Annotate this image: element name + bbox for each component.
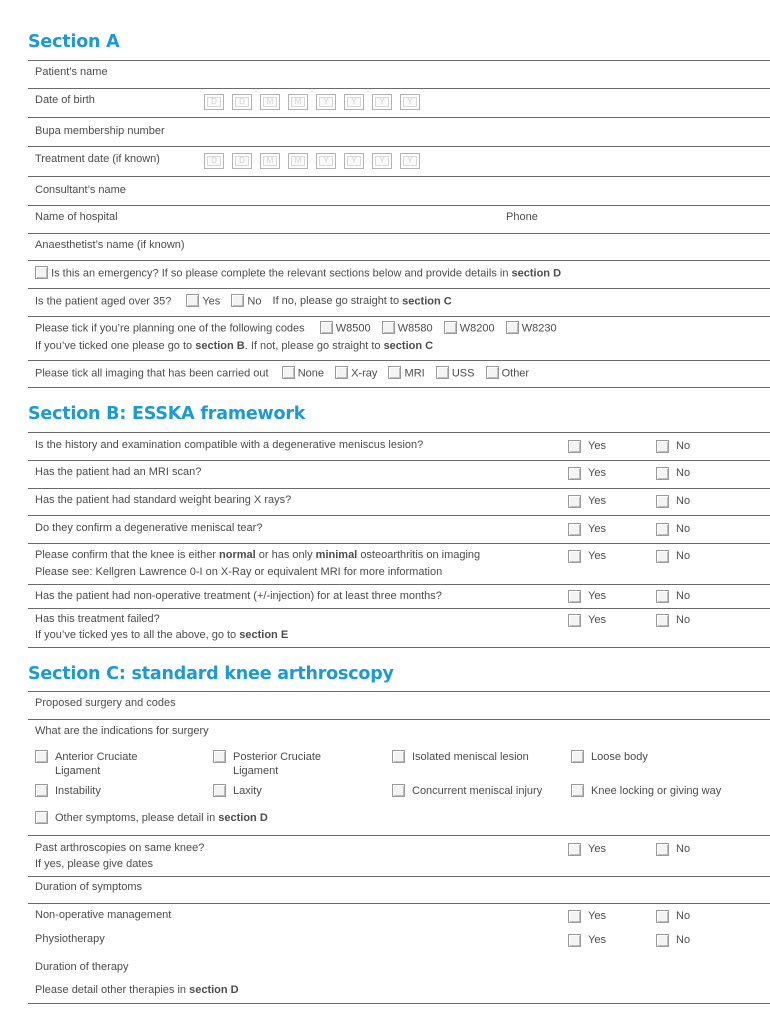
ind-isolated-checkbox[interactable] [392,750,405,763]
esska-q5-note: Please see: Kellgren Lawrence 0-I on X-Ray or equivalent MRI for more information [35,566,443,578]
ind-other-section-ref: section D [218,812,268,824]
esska-q2-yes-checkbox[interactable] [568,467,581,480]
imaging-none-checkbox[interactable] [282,366,295,379]
anaesthetist-label: Anaesthetist’s name (if known) [35,239,185,251]
divider [28,584,770,585]
codes-note [35,340,433,352]
esska-q4-no-checkbox[interactable] [656,523,669,536]
age-no-label: No [247,295,262,308]
esska-q7-yes-label: Yes [588,614,606,626]
esska-q7: Has this treatment failed? [35,613,160,625]
esska-q4-yes-checkbox[interactable] [568,523,581,536]
esska-q5-yes-label: Yes [588,550,606,562]
age-note: If no, please go straight to [272,295,400,308]
esska-q4: Do they confirm a degenerative meniscal tear? [35,522,263,534]
patient-name-label: Patient’s name [35,66,108,78]
code-w8200-checkbox[interactable] [444,321,457,334]
date-digit-box[interactable]: Y [400,153,420,169]
esska-q3-no-label: No [676,495,691,507]
imaging-other-checkbox[interactable] [486,366,499,379]
divider [28,88,770,89]
past-arth-yes-checkbox[interactable] [568,843,581,856]
ind-instability-checkbox[interactable] [35,784,48,797]
esska-q7-no-label: No [676,614,691,626]
code-w8580-checkbox[interactable] [382,321,395,334]
divider [28,835,770,836]
imaging-none-label: None [297,367,324,380]
divider [28,387,770,388]
esska-q4-yes-label: Yes [588,523,606,535]
ind-laxity-checkbox[interactable] [213,784,226,797]
physio-no-label: No [676,934,691,946]
ind-concurrent-checkbox[interactable] [392,784,405,797]
date-digit-box[interactable]: M [260,94,280,110]
date-digit-box[interactable]: D [232,153,252,169]
imaging-other-label: Other [501,367,530,380]
esska-q6-no-checkbox[interactable] [656,590,669,603]
esska-q5-normal: normal [219,549,256,561]
therapy-duration-label: Duration of therapy [35,961,129,973]
esska-q3: Has the patient had standard weight bearing X rays? [35,494,292,506]
esska-q3-yes-checkbox[interactable] [568,495,581,508]
divider [28,260,770,261]
past-arthroscopies-dates-label: If yes, please give dates [35,858,154,870]
nonop-label: Non-operative management [35,909,172,921]
other-therapies-section-ref: section D [189,984,239,996]
esska-q6-yes-checkbox[interactable] [568,590,581,603]
esska-q5-text-a: Please confirm that the knee is either [35,549,216,561]
esska-q2-no-label: No [676,467,691,479]
codes-row [35,322,557,335]
ind-locking-label: Knee locking or giving way [591,785,722,797]
esska-q2-no-checkbox[interactable] [656,467,669,480]
ind-pcl-label-2: Ligament [233,765,279,777]
imaging-uss-label: USS [451,367,475,380]
esska-q7-no-checkbox[interactable] [656,614,669,627]
divider [28,1003,770,1004]
ind-other-checkbox[interactable] [35,811,48,824]
code-w8500-checkbox[interactable] [320,321,333,334]
esska-q6-yes-label: Yes [588,590,606,602]
divider [28,60,770,61]
divider [28,233,770,234]
imaging-uss-checkbox[interactable] [436,366,449,379]
esska-q6-no-label: No [676,590,691,602]
nonop-no-checkbox[interactable] [656,910,669,923]
divider [28,515,770,516]
divider [28,543,770,544]
esska-q3-no-checkbox[interactable] [656,495,669,508]
ind-laxity-label: Laxity [233,785,262,797]
esska-q7-yes-checkbox[interactable] [568,614,581,627]
divider [28,117,770,118]
ind-acl-label-2: Ligament [55,765,101,777]
ind-acl-label-1: Anterior Cruciate [55,751,138,763]
date-digit-box[interactable]: Y [372,153,392,169]
codes-note-section-c: section C [383,340,434,352]
physio-yes-checkbox[interactable] [568,934,581,947]
imaging-label: Please tick all imaging that has been carried out [35,367,269,380]
duration-label: Duration of symptoms [35,881,142,893]
code-w8230-checkbox[interactable] [506,321,519,334]
divider [28,691,770,692]
physio-no-checkbox[interactable] [656,934,669,947]
date-digit-box[interactable]: M [288,153,308,169]
divider [28,432,770,433]
phone-label: Phone [506,211,538,223]
age-yes-label: Yes [202,295,221,308]
consultant-label: Consultant’s name [35,184,126,196]
esska-q5-no-label: No [676,550,691,562]
code-w8580-label: W8580 [397,322,433,335]
divider [28,288,770,289]
divider [28,205,770,206]
esska-q7-note [35,629,288,641]
hospital-label: Name of hospital [35,211,118,223]
ind-loose-checkbox[interactable] [571,750,584,763]
ind-isolated-label: Isolated meniscal lesion [412,751,529,763]
proposed-surgery-label: Proposed surgery and codes [35,697,176,709]
date-digit-box[interactable]: Y [400,94,420,110]
indications-label: What are the indications for surgery [35,725,209,737]
esska-q2: Has the patient had an MRI scan? [35,466,202,478]
esska-q1-no-checkbox[interactable] [656,440,669,453]
divider [28,719,770,720]
divider [28,176,770,177]
esska-q1-no-label: No [676,440,691,452]
esska-q5 [35,549,480,561]
age-note-section-ref: section C [402,295,452,308]
section-a-title: Section A [28,32,120,52]
divider [28,488,770,489]
codes-label: Please tick if you’re planning one of the following codes [35,322,305,335]
ind-other-row [55,812,268,824]
esska-q5-text-c: osteoarthritis on imaging [360,549,481,561]
divider [28,876,770,877]
physio-yes-label: Yes [588,934,606,946]
divider [28,316,770,317]
esska-q6: Has the patient had non-operative treatment (+/-injection) for at least three months? [35,590,442,602]
past-arthroscopies-label: Past arthroscopies on same knee? [35,842,205,854]
imaging-xray-label: X-ray [351,367,378,380]
nonop-yes-label: Yes [588,910,606,922]
past-arth-no-label: No [676,843,691,855]
date-digit-box[interactable]: D [204,94,224,110]
codes-note-text-2: . If not, please go straight to [244,340,381,352]
age-label: Is the patient aged over 35? [35,295,172,308]
ind-locking-checkbox[interactable] [571,784,584,797]
emergency-checkbox[interactable] [35,266,48,279]
divider [28,360,770,361]
imaging-row [35,367,529,380]
physio-label: Physiotherapy [35,933,105,945]
imaging-mri-checkbox[interactable] [388,366,401,379]
past-arth-yes-label: Yes [588,843,606,855]
esska-q7-note-text: If you’ve ticked yes to all the above, go to [35,629,237,641]
date-digit-box[interactable]: D [232,94,252,110]
imaging-xray-checkbox[interactable] [335,366,348,379]
date-digit-box[interactable]: Y [344,94,364,110]
date-digit-box[interactable]: M [260,153,280,169]
date-digit-box[interactable]: M [288,94,308,110]
age-no-checkbox[interactable] [231,294,244,307]
other-therapies-row [35,984,239,996]
emergency-row [35,267,561,280]
past-arth-no-checkbox[interactable] [656,843,669,856]
esska-q1-yes-checkbox[interactable] [568,440,581,453]
esska-q5-no-checkbox[interactable] [656,550,669,563]
divider [28,903,770,904]
esska-q1-yes-label: Yes [588,440,606,452]
esska-q1: Is the history and examination compatible with a degenerative meniscus lesion? [35,439,424,451]
esska-q5-text-b: or has only [258,549,313,561]
code-w8200-label: W8200 [459,322,495,335]
ind-pcl-checkbox[interactable] [213,750,226,763]
ind-acl-checkbox[interactable] [35,750,48,763]
esska-q2-yes-label: Yes [588,467,606,479]
imaging-mri-label: MRI [404,367,425,380]
ind-other-label: Other symptoms, please detail in [55,812,216,824]
ind-pcl-label-1: Posterior Cruciate [233,751,322,763]
esska-q7-section-ref: section E [239,629,289,641]
esska-q4-no-label: No [676,523,691,535]
emergency-text: Is this an emergency? If so please complete the relevant sections below and provide details in [51,267,509,280]
nonop-yes-checkbox[interactable] [568,910,581,923]
date-digit-box[interactable]: D [204,153,224,169]
ind-loose-label: Loose body [591,751,648,763]
divider [28,460,770,461]
section-b-title: Section B: ESSKA framework [28,404,306,424]
section-c-title: Section C: standard knee arthroscopy [28,664,394,684]
divider [28,146,770,147]
age-row [35,295,452,308]
age-yes-checkbox[interactable] [186,294,199,307]
codes-note-section-b: section B [195,340,245,352]
esska-q5-minimal: minimal [315,549,358,561]
esska-q5-yes-checkbox[interactable] [568,550,581,563]
date-digit-box[interactable]: Y [344,153,364,169]
membership-label: Bupa membership number [35,125,165,137]
ind-concurrent-label: Concurrent meniscal injury [412,785,543,797]
divider [28,608,770,609]
code-w8500-label: W8500 [335,322,371,335]
date-digit-box[interactable]: Y [316,94,336,110]
other-therapies-label: Please detail other therapies in [35,984,187,996]
divider [28,647,770,648]
code-w8230-label: W8230 [521,322,557,335]
emergency-section-ref: section D [511,267,562,280]
esska-q3-yes-label: Yes [588,495,606,507]
codes-note-text: If you’ve ticked one please go to [35,340,193,352]
date-digit-box[interactable]: Y [372,94,392,110]
date-digit-box[interactable]: Y [316,153,336,169]
treatment-date-label: Treatment date (if known) [35,153,160,165]
ind-instability-label: Instability [55,785,101,797]
nonop-no-label: No [676,910,691,922]
dob-label: Date of birth [35,94,95,106]
